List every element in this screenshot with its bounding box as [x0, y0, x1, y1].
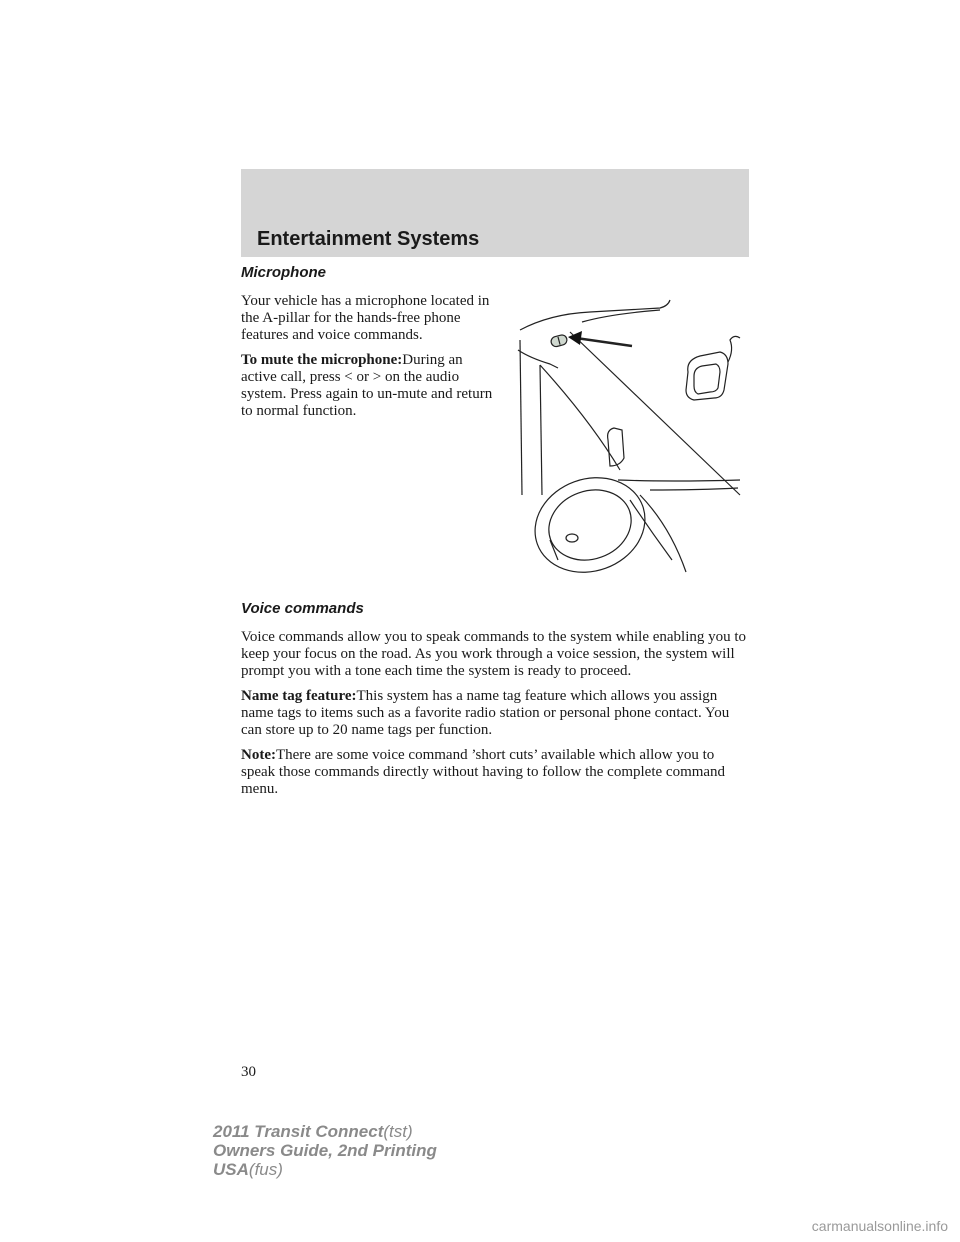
name-tag-text: This system has a name tag feature which allows you assign name tags to items such as a favorite radio station or personal phone contact. You can store up to 20 name tags per function. [241, 688, 730, 738]
footer-market-code: (fus) [248, 1160, 283, 1179]
section-title: Entertainment Systems [257, 228, 480, 250]
page-number: 30 [241, 1064, 256, 1080]
footer-edition: Owners Guide, 2nd Printing [213, 1141, 437, 1160]
section-header-band [241, 169, 749, 257]
voice-commands-section [241, 600, 751, 806]
note-paragraph [241, 747, 751, 798]
footer-model-code: (tst) [383, 1122, 413, 1141]
a-pillar-microphone-illustration [510, 290, 750, 580]
microphone-intro: Your vehicle has a microphone located in the A-pillar for the hands-free phone features and voice commands. [241, 293, 490, 343]
footer-market: USA [213, 1160, 249, 1179]
note-label: Note: [241, 747, 276, 763]
document-footer [213, 1122, 437, 1179]
microphone-icon [550, 334, 568, 348]
voice-intro: Voice commands allow you to speak commands to the system while enabling you to keep your focus on the road. As you work through a voice session, the system will prompt you with a tone each time the system is ready to proceed. [241, 629, 747, 679]
voice-commands-heading: Voice commands [241, 600, 364, 617]
mute-instructions [241, 352, 496, 420]
watermark: carmanualsonline.info [811, 1218, 948, 1234]
mute-text: During an active call, press < or > on the audio system. Press again to un-mute and return to normal function. [241, 352, 493, 419]
note-text: There are some voice command ’short cuts’ available which allow you to speak those commands directly without having to follow the complete command menu. [241, 747, 726, 797]
mute-label: To mute the microphone: [241, 352, 403, 368]
name-tag-label: Name tag feature: [241, 688, 357, 704]
name-tag-paragraph [241, 688, 751, 739]
footer-model: 2011 Transit Connect [213, 1122, 384, 1141]
microphone-heading: Microphone [241, 264, 326, 281]
